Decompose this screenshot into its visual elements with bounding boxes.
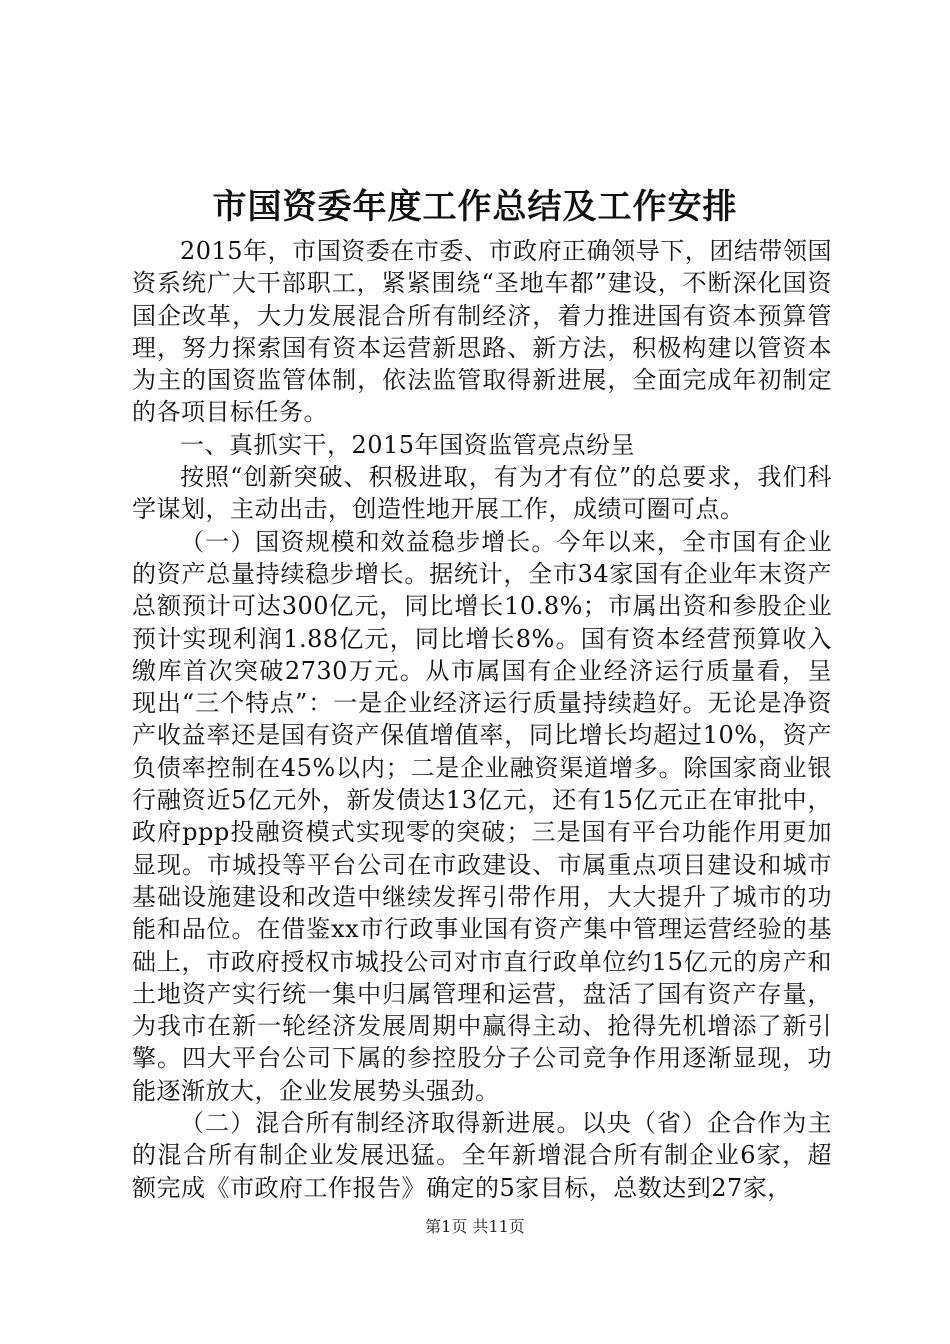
document-body	[132, 235, 832, 1204]
paragraph-intro: 2015年，市国资委在市委、市政府正确领导下，团结带领国资系统广大干部职工，紧紧围绕“圣地车都”建设，不断深化国资国企改革，大力发展混合所有制经济，着力推进国有资本预算管理，努力探索国有资本运营新思路、新方法，积极构建以管资本为主的国资监管体制，依法监管取得新进展，全面完成年初制定的各项目标任务。	[132, 237, 832, 427]
paragraph-item-1: （一）国资规模和效益稳步增长。今年以来，全市国有企业的资产总量持续稳步增长。据统计，全市34家国有企业年末资产总额预计可达300亿元，同比增长10.8%；市属出资和参股企业预计实现利润1.88亿元，同比增长8%。国有资本经营预算收入缴库首次突破2730万元。从市属国有企业经济运行质量看，呈现出“三个特点”：一是企业经济运行质量持续趋好。无论是净资产收益率还是国有资产保值增值率，同比增长均超过10%，资产负债率控制在45%以内；二是企业融资渠道增多。除国家商业银行融资近5亿元外，新发债达13亿元，还有15亿元正在审批中，政府ppp投融资模式实现零的突破；三是国有平台功能作用更加显现。市城投等平台公司在市政建设、市属重点项目建设和城市基础设施建设和改造中继续发挥引带作用，大大提升了城市的功能和品位。在借鉴xx市行政事业国有资产集中管理运营经验的基础上，市政府授权市城投公司对市直行政单位约15亿元的房产和土地资产实行统一集中归属管理和运营，盘活了国有资产存量，为我市在新一轮经济发展周期中赢得主动、抢得先机增添了新引擎。四大平台公司下属的参控股分子公司竞争作用逐渐显现，功能逐渐放大，企业发展势头强劲。	[132, 527, 832, 1105]
page-footer: 第1页 共11页	[425, 1217, 525, 1236]
paragraph-requirement: 按照“创新突破、积极进取，有为才有位”的总要求，我们科学谋划，主动出击，创造性地开展工作，成绩可圈可点。	[132, 463, 832, 524]
section-heading-1: 一、真抓实干，2015年国资监管亮点纷呈	[180, 430, 636, 459]
paragraph-item-2: （二）混合所有制经济取得新进展。以央（省）企合作为主的混合所有制企业发展迅猛。全年新增混合所有制企业6家，超额完成《市政府工作报告》确定的5家目标，总数达到27家，	[132, 1109, 832, 1202]
document-title: 市国资委年度工作总结及工作安排	[212, 187, 738, 227]
